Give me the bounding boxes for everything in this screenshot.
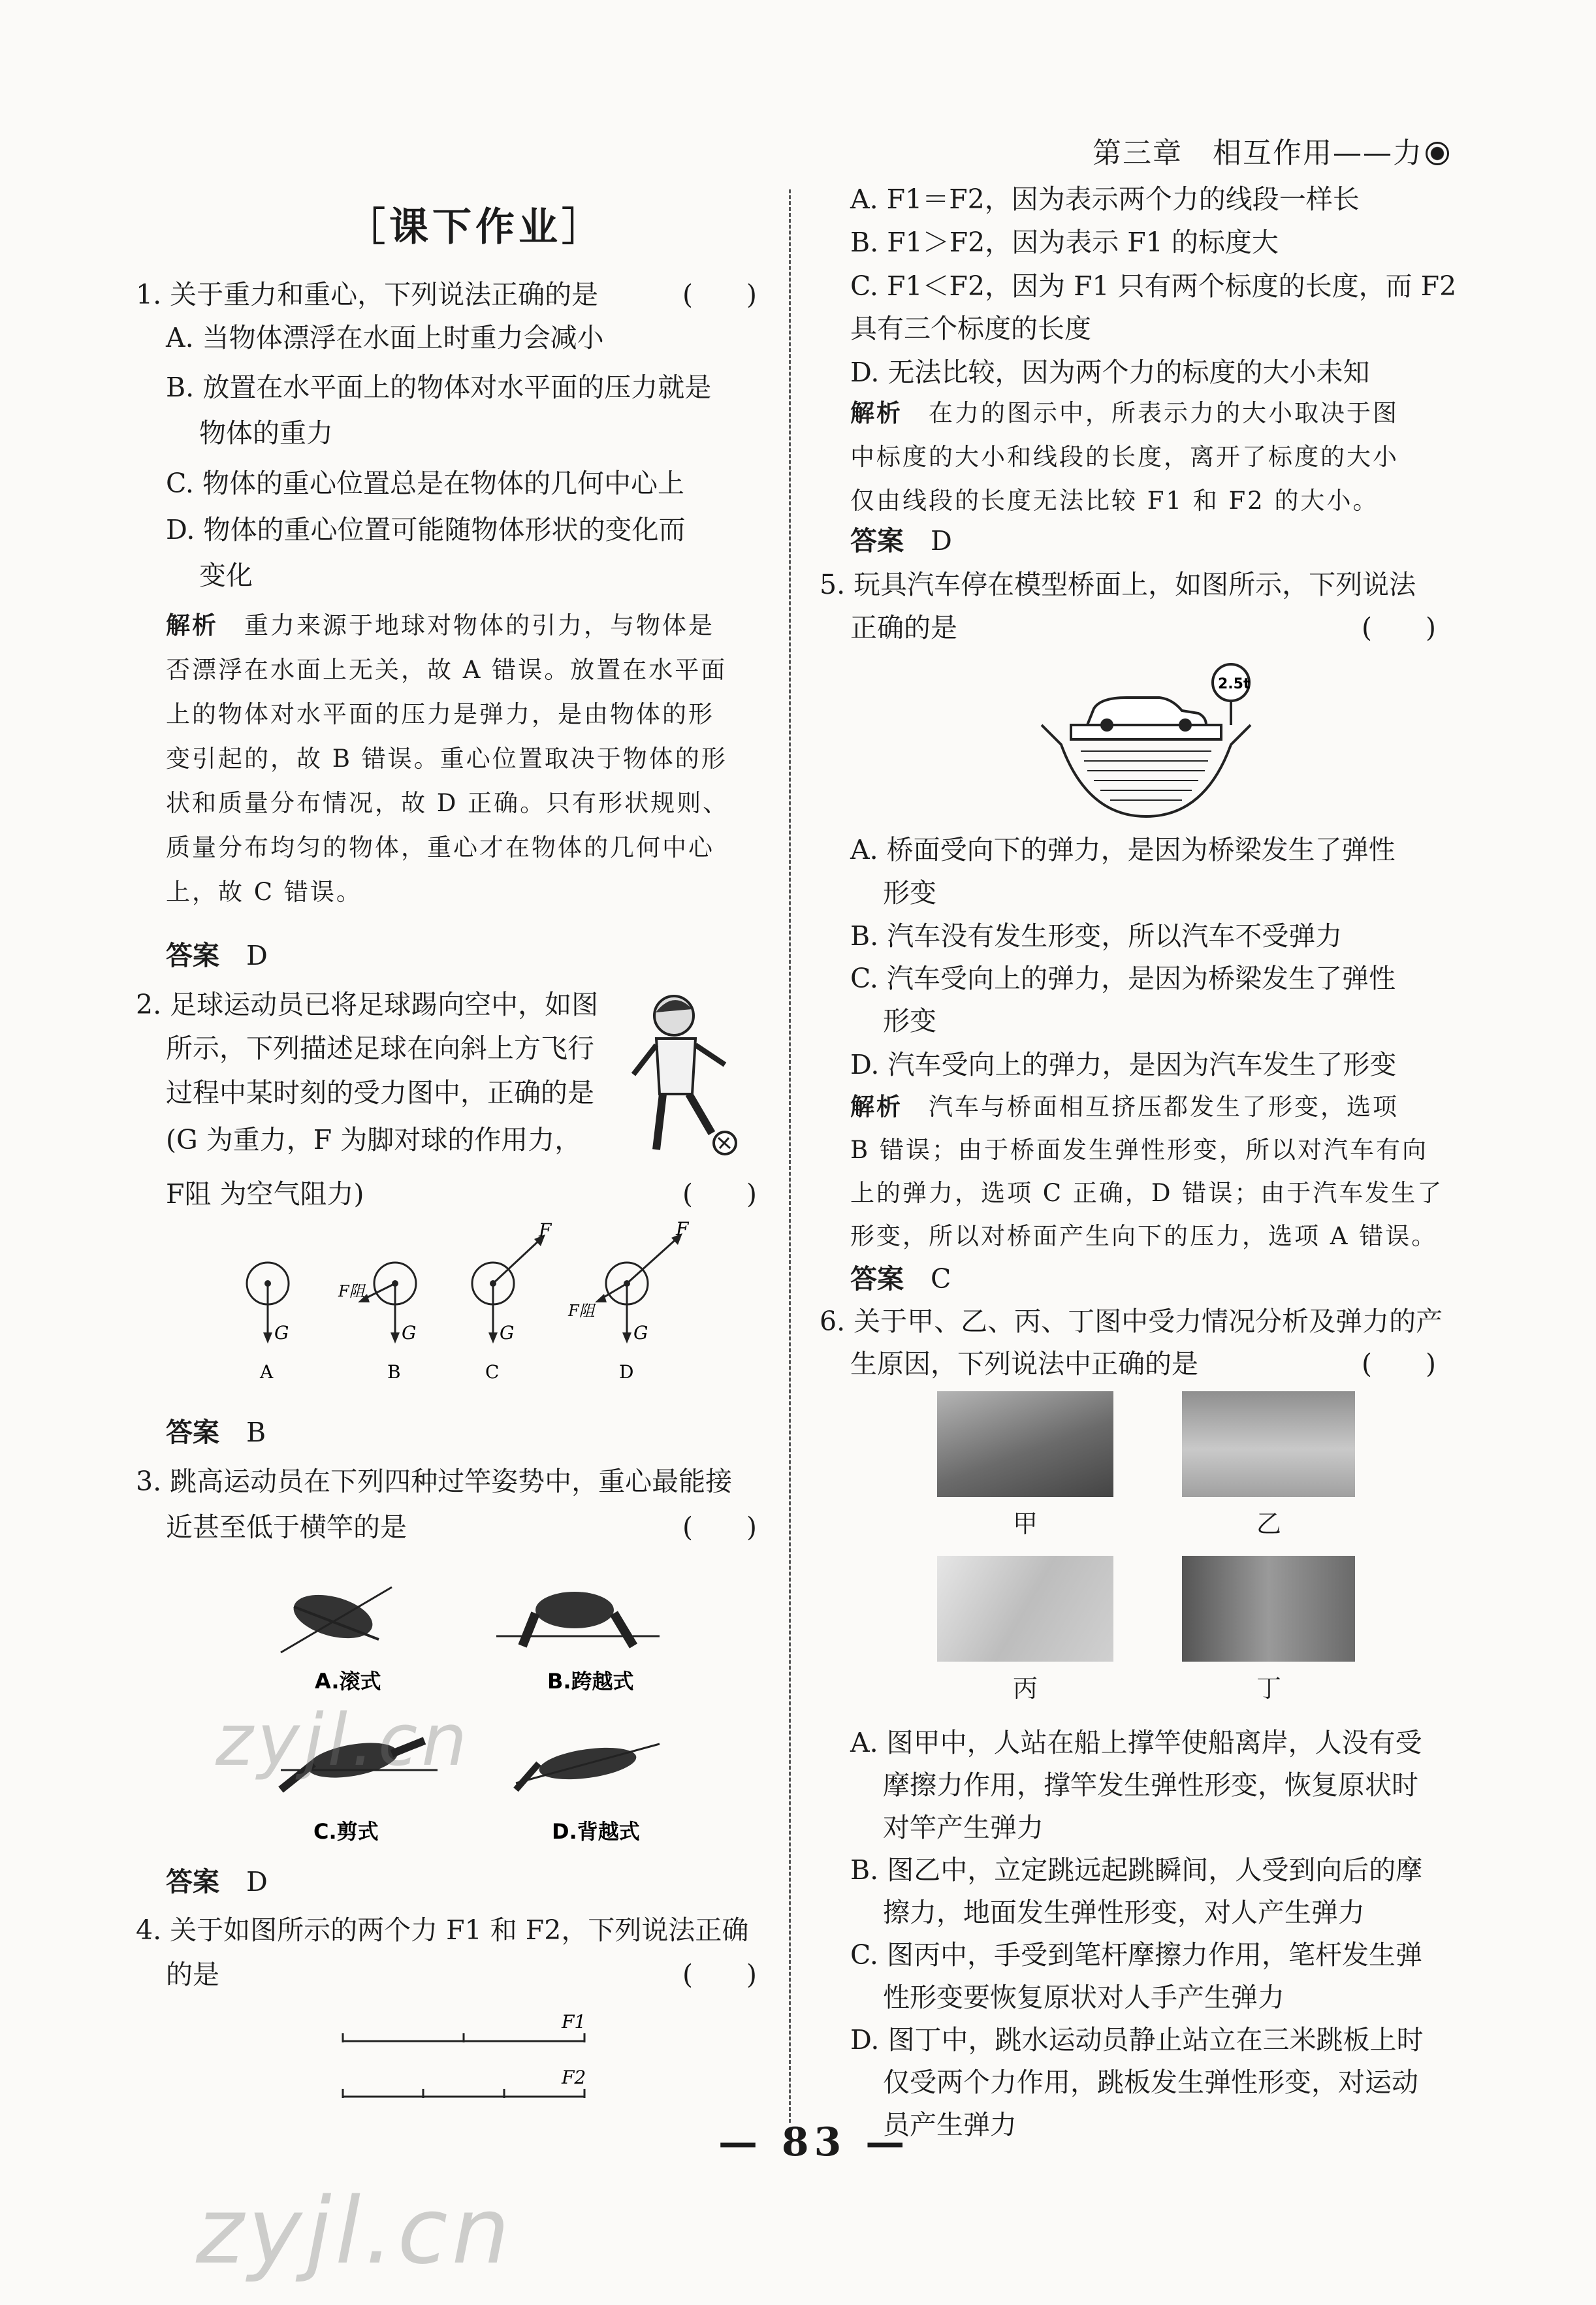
- q2-stem: (G 为重力，F 为脚对球的作用力，: [166, 1124, 582, 1155]
- high-jump-label: D.背越式: [552, 1819, 640, 1842]
- q1-explain-line: 质量分布均匀的物体，重心才在物体的几何中心: [166, 833, 714, 862]
- q5-stem: 5. 玩具汽车停在模型桥面上，如图所示，下列说法: [820, 569, 1416, 600]
- q5-option-b: B. 汽车没有发生形变，所以汽车不受弹力: [850, 920, 1343, 952]
- q1-option-a: A. 当物体漂浮在水面上时重力会减小: [166, 322, 604, 353]
- q1-option-b: B. 放置在水平面上的物体对水平面的压力就是: [166, 372, 712, 403]
- q6-option-d-cont: 仅受两个力作用，跳板发生弹性形变，对运动: [883, 2067, 1418, 2098]
- page-number: — 83 —: [718, 2120, 910, 2165]
- q2-stem: 2. 足球运动员已将足球踢向空中，如图: [136, 989, 599, 1020]
- toy-bridge-figure: [1035, 660, 1257, 823]
- q5-option-a-cont: 形变: [883, 877, 936, 909]
- diagram-label-b: B: [387, 1361, 401, 1383]
- photo-label-ding: 丁: [1256, 1674, 1281, 1703]
- diagram-label-a: A: [260, 1361, 274, 1383]
- q1-option-b-cont: 物体的重力: [199, 417, 333, 449]
- q4-option-c-cont: 具有三个标度的长度: [850, 313, 1091, 344]
- force-label-g: G: [274, 1322, 289, 1344]
- q4-option-b: B. F1＞F2，因为表示 F1 的标度大: [850, 227, 1279, 258]
- q2-answer-paren: ( ): [682, 1178, 757, 1210]
- q5-answer: C: [931, 1263, 951, 1295]
- q5-explain-line: 形变，所以对桥面产生向下的压力，选项 A 错误。: [850, 1222, 1438, 1250]
- diagram-label-c: C: [485, 1361, 500, 1383]
- photo-diving-board: [1182, 1556, 1355, 1662]
- high-jump-label: C.剪式: [313, 1819, 379, 1842]
- high-jump-fosbury: [516, 1743, 660, 1842]
- q1-option-d-cont: 变化: [199, 560, 253, 591]
- force-label-g: G: [402, 1322, 417, 1344]
- q4-answer-paren: ( ): [682, 1959, 757, 1990]
- q2-answer-label: 答案: [166, 1417, 219, 1448]
- q5-explain-line: 汽车与桥面相互挤压都发生了形变，选项: [929, 1093, 1399, 1121]
- soccer-player-figure: [627, 986, 738, 1156]
- force-f2-label: F2: [562, 2067, 586, 2088]
- q5-answer-label: 答案: [850, 1263, 904, 1295]
- bullet-icon: [1426, 142, 1449, 165]
- section-title: ［课下作业］: [346, 204, 605, 250]
- q1-explain-line: 上的物体对水平面的压力是弹力，是由物体的形: [166, 700, 714, 728]
- q5-option-c-cont: 形变: [883, 1005, 936, 1037]
- q3-answer-paren: ( ): [682, 1511, 757, 1543]
- diagram-c: [472, 1219, 552, 1383]
- q3-answer: D: [246, 1866, 268, 1897]
- q2-stem: 所示，下列描述足球在向斜上方飞行: [166, 1033, 594, 1064]
- diagram-d: [567, 1218, 690, 1383]
- q3-stem: 近甚至低于横竿的是: [166, 1511, 407, 1543]
- q4-explain-label: 解析: [850, 399, 902, 427]
- photo-long-jump: [1182, 1391, 1355, 1497]
- q6-stem: 6. 关于甲、乙、丙、丁图中受力情况分析及弹力的产: [820, 1306, 1443, 1337]
- q1-explain-line: 上，故 C 错误。: [166, 878, 362, 906]
- q6-option-c-cont: 性形变要恢复原状对人手产生弹力: [883, 1982, 1285, 2013]
- high-jump-roll: [281, 1587, 392, 1694]
- q6-option-a: A. 图甲中，人站在船上撑竿使船离岸，人没有受: [850, 1727, 1422, 1758]
- q5-explain-line: 上的弹力，选项 C 正确，D 错误；由于汽车发生了: [850, 1179, 1444, 1207]
- force-f1-label: F1: [562, 2011, 586, 2033]
- force-diagram-figure: [222, 1212, 718, 1388]
- watermark: zyjl.cn: [196, 2178, 514, 2285]
- force-label-g: G: [633, 1322, 648, 1344]
- q5-explain-label: 解析: [850, 1093, 902, 1121]
- high-jump-label: B.跨越式: [547, 1669, 634, 1694]
- q6-option-b-cont: 擦力，地面发生弹性形变，对人产生弹力: [883, 1897, 1365, 1928]
- q4-explain-line: 仅由线段的长度无法比较 F1 和 F2 的大小。: [850, 487, 1379, 515]
- q1-option-d: D. 物体的重心位置可能随物体形状的变化而: [166, 514, 686, 545]
- q1-explain-line: 否漂浮在水面上无关，故 A 错误。放置在水平面: [166, 656, 727, 684]
- q6-stem: 生原因，下列说法中正确的是: [850, 1348, 1198, 1379]
- q6-answer-paren: ( ): [1362, 1348, 1436, 1379]
- photo-pole-boat: [937, 1391, 1113, 1497]
- force-segments-figure: [336, 2002, 598, 2116]
- q1-option-c: C. 物体的重心位置总是在物体的几何中心上: [166, 468, 684, 499]
- force-label-f: F: [676, 1218, 689, 1240]
- photo-hand-pen: [937, 1556, 1113, 1662]
- q1-explain-label: 解析: [166, 611, 218, 639]
- q2-stem: 过程中某时刻的受力图中，正确的是: [166, 1077, 594, 1108]
- q6-option-a-cont: 对竿产生弹力: [883, 1812, 1044, 1843]
- force-label-fz: F阻: [568, 1302, 595, 1320]
- q5-answer-paren: ( ): [1362, 612, 1436, 643]
- q6-option-d: D. 图丁中，跳水运动员静止站立在三米跳板上时: [850, 2024, 1424, 2055]
- q5-option-d: D. 汽车受向上的弹力，是因为汽车发生了形变: [850, 1049, 1397, 1080]
- column-divider: [789, 189, 791, 2123]
- q2-answer: B: [246, 1417, 266, 1448]
- q6-option-a-cont: 摩擦力作用，撑竿发生弹性形变，恢复原状时: [883, 1769, 1418, 1801]
- q1-answer-label: 答案: [166, 940, 219, 971]
- watermark: zyjl.cn: [215, 1698, 471, 1782]
- q5-explain-line: B 错误；由于桥面发生弹性形变，所以对汽车有向: [850, 1136, 1428, 1164]
- q6-option-c: C. 图丙中，手受到笔杆摩擦力作用，笔杆发生弹: [850, 1939, 1422, 1971]
- load-limit-sign: 2.5t: [1218, 676, 1251, 692]
- photo-label-bing: 丙: [1012, 1674, 1038, 1703]
- q4-answer: D: [931, 525, 952, 556]
- chapter-header: 第三章 相互作用——力: [1093, 129, 1449, 171]
- q3-stem: 3. 跳高运动员在下列四种过竿姿势中，重心最能接: [136, 1466, 733, 1497]
- q6-option-d-cont: 员产生弹力: [883, 2109, 1017, 2140]
- diagram-b: [338, 1263, 416, 1383]
- q5-stem: 正确的是: [850, 612, 957, 643]
- q4-option-d: D. 无法比较，因为两个力的标度的大小未知: [850, 357, 1370, 388]
- q5-option-a: A. 桥面受向下的弹力，是因为桥梁发生了弹性: [850, 834, 1396, 865]
- q1-explain-line: 状和质量分布情况，故 D 正确。只有形状规则、: [166, 789, 729, 817]
- q2-stem: F阻 为空气阻力): [166, 1178, 364, 1210]
- q1-answer-paren: ( ): [682, 279, 757, 310]
- q4-answer-label: 答案: [850, 525, 904, 556]
- high-jump-label: A.滚式: [315, 1669, 381, 1694]
- q1-explain-line: 重力来源于地球对物体的引力，与物体是: [244, 611, 714, 639]
- q4-stem: 4. 关于如图所示的两个力 F1 和 F2，下列说法正确: [136, 1914, 749, 1946]
- q4-explain-line: 在力的图示中，所表示力的大小取决于图: [929, 399, 1399, 427]
- q5-option-c: C. 汽车受向上的弹力，是因为桥梁发生了弹性: [850, 963, 1396, 994]
- q1-stem: 1. 关于重力和重心，下列说法正确的是: [136, 279, 599, 310]
- diagram-a: [247, 1263, 289, 1383]
- q4-option-a: A. F1＝F2，因为表示两个力的线段一样长: [850, 184, 1360, 215]
- q3-answer-label: 答案: [166, 1866, 219, 1897]
- q4-explain-line: 中标度的大小和线段的长度，离开了标度的大小: [850, 443, 1399, 471]
- q4-option-c: C. F1＜F2，因为 F1 只有两个标度的长度，而 F2: [850, 270, 1457, 302]
- high-jump-scissors-over: [496, 1592, 660, 1694]
- diagram-label-d: D: [619, 1361, 634, 1383]
- q6-option-b: B. 图乙中，立定跳远起跳瞬间，人受到向后的摩: [850, 1854, 1423, 1886]
- photo-label-jia: 甲: [1012, 1509, 1038, 1538]
- q4-stem: 的是: [166, 1959, 219, 1990]
- force-label-fz: F阻: [338, 1282, 365, 1300]
- q1-answer: D: [246, 940, 268, 971]
- q1-explain-line: 变引起的，故 B 错误。重心位置取决于物体的形: [166, 745, 727, 773]
- force-label-g: G: [500, 1322, 515, 1344]
- force-label-f: F: [539, 1219, 552, 1241]
- photo-label-yi: 乙: [1256, 1509, 1281, 1538]
